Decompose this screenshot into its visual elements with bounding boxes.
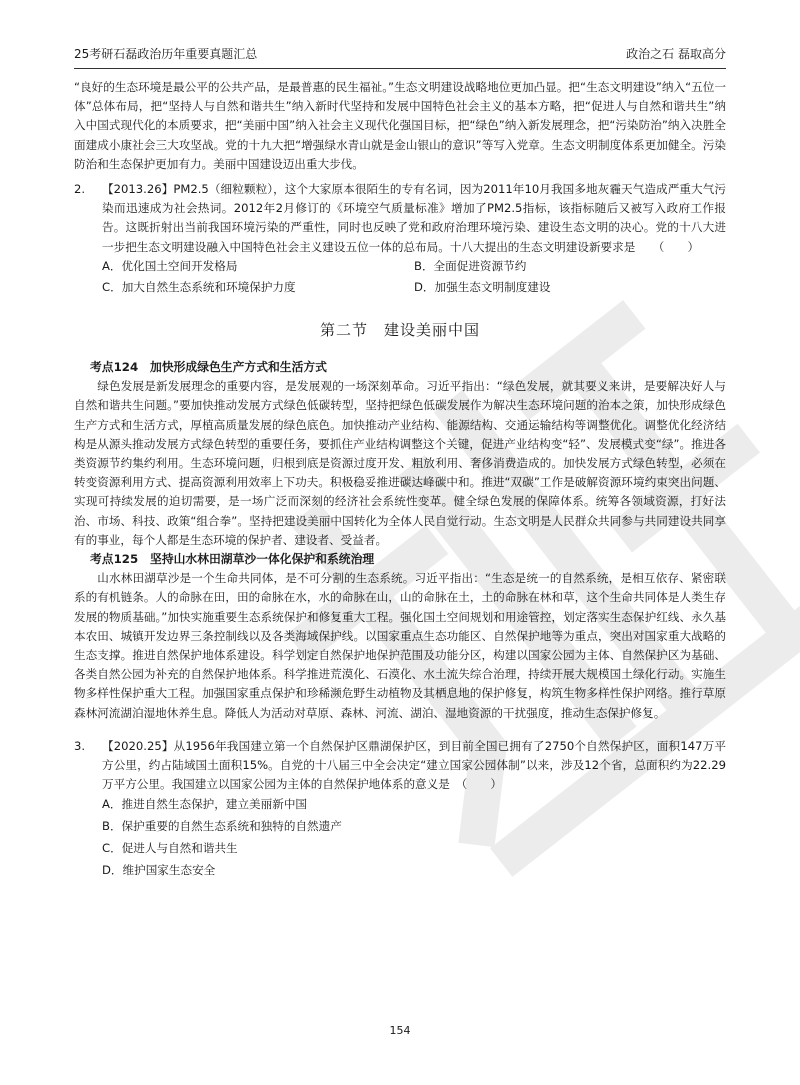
option-d: D．加强生态文明制度建设	[414, 279, 551, 294]
point-125-title: 考点125 坚持山水林田湖草沙一体化保护和系统治理	[90, 552, 375, 567]
question-3	[74, 737, 726, 795]
option-d: D．维护国家生态安全	[102, 862, 216, 877]
question-stem: 【2020.25】从1956年我国建立第一个自然保护区鼎湖保护区，到目前全国已拥有了2750个自然保护区，面积147万平方公里，约占陆域国土面积15%。自党的十八届三中全会决定“建立国家公园体制”以来，涉及12个省，总面积约为22.29万平方公里。我国建立以国家公园为主体的自然保护地体系的意义是 （ ）	[102, 738, 726, 792]
option-a: A．优化国土空间开发格局	[102, 258, 238, 273]
option-b: B．保护重要的自然生态系统和独特的自然遗产	[102, 818, 342, 833]
option-c: C．促进人与自然和谐共生	[102, 840, 238, 855]
question-number: 3.	[74, 738, 86, 753]
point-124-title: 考点124 加快形成绿色生产方式和生活方式	[90, 360, 327, 375]
option-a: A．推进自然生态保护，建立美丽新中国	[102, 796, 308, 811]
question-3-options	[102, 795, 726, 883]
intro-paragraph: “良好的生态环境是最公平的公共产品，是最普惠的民生福祉。”生态文明建设战略地位更加凸显。把“生态文明建设”纳入“五位一体”总体布局，把“坚持人与自然和谐共生”纳入新时代坚持和发展中国特色社会主义的基本方略，把“促进人与自然和谐共生”纳入中国式现代化的本质要求，把“美丽中国”纳入社会主义现代化强国目标，把“绿色”纳入新发展理念，把“污染防治”纳入决胜全面建成小康社会三大攻坚战。党的十九大把“增强绿水青山就是金山银山的意识”等写入党章。生态文明制度体系更加健全。污染防治和生态保护更加有力。美丽中国建设迈出重大步伐。	[74, 80, 726, 171]
question-2-options	[102, 257, 726, 299]
option-b: B．全面促进资源节约	[414, 258, 527, 273]
page-header	[74, 40, 726, 69]
question-number: 2.	[74, 182, 86, 197]
point-125-body: 山水林田湖草沙是一个生命共同体，是不可分割的生态系统。习近平指出：“生态是统一的自然系统，是相互依存、紧密联系的有机链条。人的命脉在田，田的命脉在水，水的命脉在山，山的命脉在土，土的命脉在林和草，这个生命共同体是人类生存发展的物质基础。”加快实施重要生态系统保护和修复重大工程。强化国土空间规划和用途管控，划定落实生态保护红线、永久基本农田、城镇开发边界三条控制线以及各类海域保护线。以国家重点生态功能区、自然保护地等为重点，突出对国家重大战略的生态支撑。推进自然保护地体系建设。科学划定自然保护地保护范围及功能分区，构建以国家公园为主体、自然保护区为基础、各类自然公园为补充的自然保护地体系。科学推进荒漠化、石漠化、水土流失综合治理，持续开展大规模国土绿化行动。实施生物多样性保护重大工程。加强国家重点保护和珍稀濒危野生动植物及其栖息地的保护修复，构筑生物多样性保护网络。推行草原森林河流湖泊湿地休养生息。降低人为活动对草原、森林、河流、湖泊、湿地资源的干扰强度，推动生态保护修复。	[74, 571, 726, 720]
page-number: 154	[389, 1024, 411, 1037]
header-book-title: 25考研石磊政治历年重要真题汇总	[74, 47, 258, 61]
section-title: 第二节 建设美丽中国	[319, 320, 480, 339]
header-slogan: 政治之石 磊取高分	[626, 47, 726, 61]
page-content	[74, 78, 726, 883]
question-stem: 【2013.26】PM2.5（细粒颗粒），这个大家原本很陌生的专有名词，因为2011年10月我国多地灰霾天气造成严重大气污染而迅速成为社会热词。2012年2月修订的《环境空气质量标准》增加了PM2.5指标，该指标随后又被写入政府工作报告。这既折射出当前我国环境污染的严重性，同时也反映了党和政府治理环境污染、建设生态文明的决心。党的十八大进一步把生态文明建设融入中国特色社会主义建设五位一体的总布局。十八大提出的生态文明建设新要求是 （ ）	[102, 182, 726, 254]
point-124-body: 绿色发展是新发展理念的重要内容，是发展观的一场深刻革命。习近平指出：“绿色发展，就其要义来讲，是要解决好人与自然和谐共生问题。”要加快推动发展方式绿色低碳转型，坚持把绿色低碳发展作为解决生态环境问题的治本之策，加快形成绿色生产方式和生活方式，厚植高质量发展的绿色底色。加快推动产业结构、能源结构、交通运输结构等调整优化。调整优化经济结构是从源头推动发展方式绿色转型的重要任务，要抓住产业结构调整这个关键，促进产业结构变“轻”、发展模式变“绿”。推进各类资源节约集约利用。生态环境问题，归根到底是资源过度开发、粗放利用、奢侈消费造成的。加快发展方式绿色转型，必须在转变资源利用方式、提高资源利用效率上下功夫。积极稳妥推进碳达峰碳中和。推进“双碳”工作是破解资源环境约束突出问题、实现可持续发展的迫切需要，是一场广泛而深刻的经济社会系统性变革。健全绿色发展的保障体系。统筹各领域资源，打好法治、市场、科技、政策“组合拳”。坚持把建设美丽中国转化为全体人民自觉行动。生态文明是人民群众共同参与共同建设共同享有的事业，每个人都是生态环境的保护者、建设者、受益者。	[74, 379, 726, 547]
option-c: C．加大自然生态系统和环境保护力度	[102, 279, 296, 294]
question-2	[74, 180, 726, 257]
